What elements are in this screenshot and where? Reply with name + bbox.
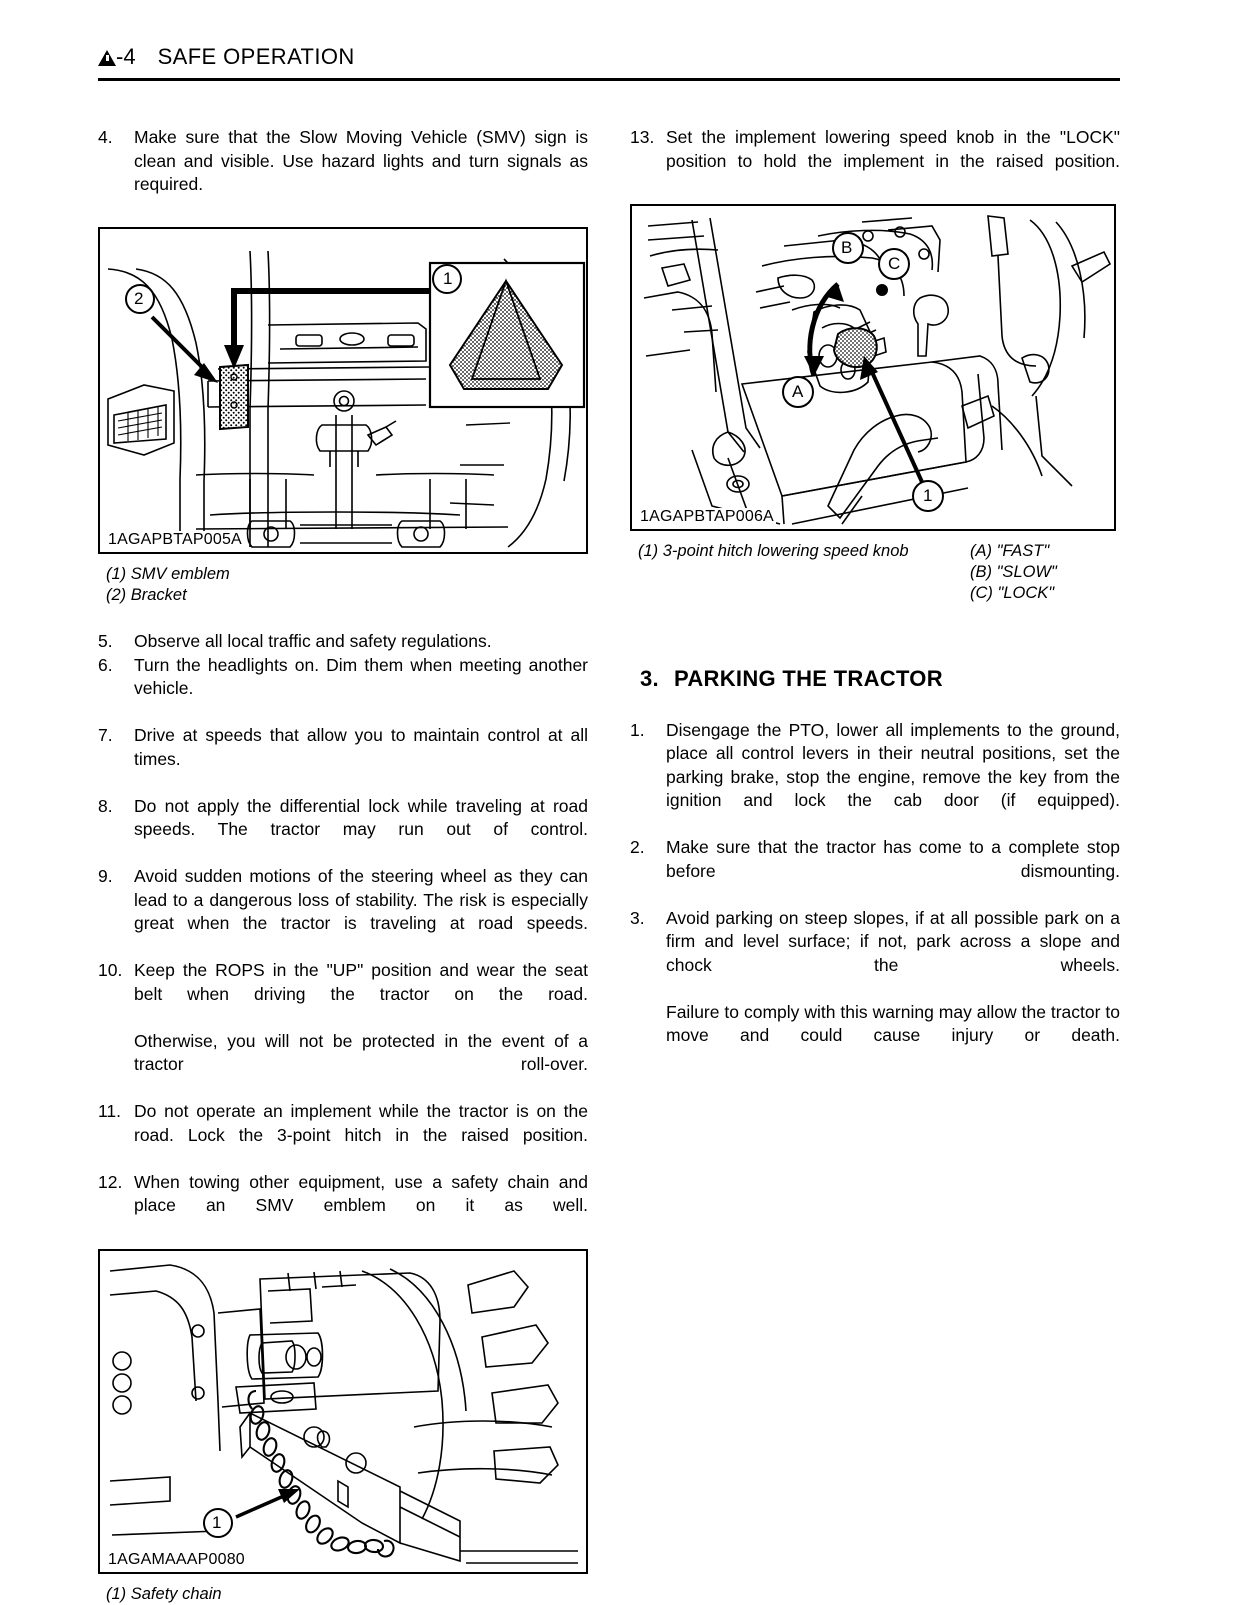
figure-chain-captions <box>106 1584 588 1605</box>
callout-a: A <box>792 381 804 401</box>
list-item-number: 4. <box>98 127 113 147</box>
figure-smv-captions <box>106 564 588 606</box>
list-item-text: Keep the ROPS in the "UP" position and wear the seat belt when driving the tractor on the road. <box>134 960 588 1004</box>
list-item-text: Make sure that the Slow Moving Vehicle (SMV) sign is clean and visible. Use hazard lights and turn signals as required. <box>134 127 588 194</box>
parking-list <box>630 719 1120 1072</box>
list-item <box>630 719 1120 837</box>
list-item <box>98 654 588 725</box>
callout-1: 1 <box>443 269 453 288</box>
list-item-text: Turn the headlights on. Dim them when meeting another vehicle. <box>134 654 588 698</box>
section-title: PARKING THE TRACTOR <box>674 665 943 691</box>
caption-line: (1) 3-point hitch lowering speed knob <box>638 541 909 560</box>
callout-1: 1 <box>923 485 933 505</box>
left-list-5-12 <box>98 630 588 1241</box>
left-column <box>98 126 588 1605</box>
callout-c: C <box>888 253 901 273</box>
list-item-text: Avoid sudden motions of the steering wheel as they can lead to a dangerous loss of stability. The risk is especially great when the tractor is traveling at road speeds. <box>134 866 588 933</box>
page-title: SAFE OPERATION <box>157 44 355 69</box>
list-item-number: 1. <box>630 719 645 740</box>
figure-code: 1AGAPBTAP006A <box>640 507 774 525</box>
caption-line: (2) Bracket <box>106 586 187 604</box>
header-divider <box>98 78 1120 81</box>
figure-code: 1AGAMAAAP0080 <box>108 1551 245 1568</box>
list-item-number: 8. <box>98 795 113 816</box>
list-item <box>98 126 588 220</box>
list-item-number: 7. <box>98 725 113 745</box>
list-item <box>98 1100 588 1171</box>
list-item <box>98 865 588 959</box>
list-item-number: 13. <box>630 127 655 147</box>
list-item-number: 9. <box>98 866 113 886</box>
caption-line: (1) SMV emblem <box>106 565 230 583</box>
list-item-text: Do not operate an implement while the tractor is on the road. Lock the 3-point hitch in the raised position. <box>134 1101 588 1145</box>
list-item-text: Avoid parking on steep slopes, if at all possible park on a firm and level surface; if not, park across a slope and chock the wheels. <box>666 907 1120 975</box>
list-item <box>98 959 588 1100</box>
list-item-text-continued: Otherwise, you will not be protected in the event of a tractor roll-over. <box>134 1030 588 1074</box>
caption-line: (B) "SLOW" <box>970 562 1057 581</box>
figure-knob-captions <box>638 541 1120 604</box>
list-item-text: Set the implement lowering speed knob in the "LOCK" position to hold the implement in the raised position. <box>666 127 1120 171</box>
list-item-text: When towing other equipment, use a safety chain and place an SMV emblem on it as well. <box>134 1171 588 1215</box>
right-column <box>630 126 1120 1071</box>
list-item-number: 2. <box>630 837 645 857</box>
list-item-number: 11. <box>98 1101 122 1121</box>
callout-2: 2 <box>134 289 144 308</box>
callout-1: 1 <box>212 1513 222 1532</box>
caption-line: (C) "LOCK" <box>970 583 1055 602</box>
section-number: 3. <box>640 665 659 691</box>
section-heading <box>640 666 1120 692</box>
list-item-number: 6. <box>98 654 113 675</box>
list-item-number: 3. <box>630 907 645 928</box>
warning-triangle-icon <box>98 50 116 66</box>
list-item-text: Disengage the PTO, lower all implements to the ground, place all control levers in their neutral positions, set the parking brake, stop the engine, remove the key from the ignition and lock the cab door (if equipped). <box>666 719 1120 810</box>
list-item <box>98 795 588 866</box>
list-item <box>630 126 1120 197</box>
list-item-text: Drive at speeds that allow you to maintain control at all times. <box>134 725 588 769</box>
list-item <box>98 1171 588 1242</box>
figure-code: 1AGAPBTAP005A <box>108 531 242 548</box>
list-item-text: Make sure that the tractor has come to a complete stop before dismounting. <box>666 837 1120 881</box>
list-item-number: 10. <box>98 960 123 980</box>
callout-b: B <box>841 237 853 257</box>
figure-safety-chain <box>98 1249 588 1574</box>
caption-column-left <box>638 541 968 604</box>
list-item <box>98 630 588 654</box>
caption-line: (A) "FAST" <box>970 541 1050 560</box>
list-item <box>630 836 1120 907</box>
caption-line: (1) Safety chain <box>106 1585 222 1603</box>
list-item-text-continued: Failure to comply with this warning may allow the tractor to move and could cause injury or death. <box>666 1001 1120 1045</box>
right-list-13 <box>630 126 1120 197</box>
figure-smv-emblem <box>98 227 588 554</box>
page-header <box>98 44 1116 70</box>
list-item <box>98 724 588 795</box>
caption-column-right <box>970 541 1120 604</box>
list-item-number: 12. <box>98 1171 123 1192</box>
page-number: -4 <box>116 44 136 69</box>
figure-lowering-speed-knob <box>630 204 1116 531</box>
list-item-number: 5. <box>98 631 113 651</box>
list-item-4-group <box>98 126 588 220</box>
list-item-text: Observe all local traffic and safety regulations. <box>134 631 492 651</box>
list-item-text: Do not apply the differential lock while traveling at road speeds. The tractor may run out of control. <box>134 795 588 839</box>
list-item <box>630 907 1120 1072</box>
